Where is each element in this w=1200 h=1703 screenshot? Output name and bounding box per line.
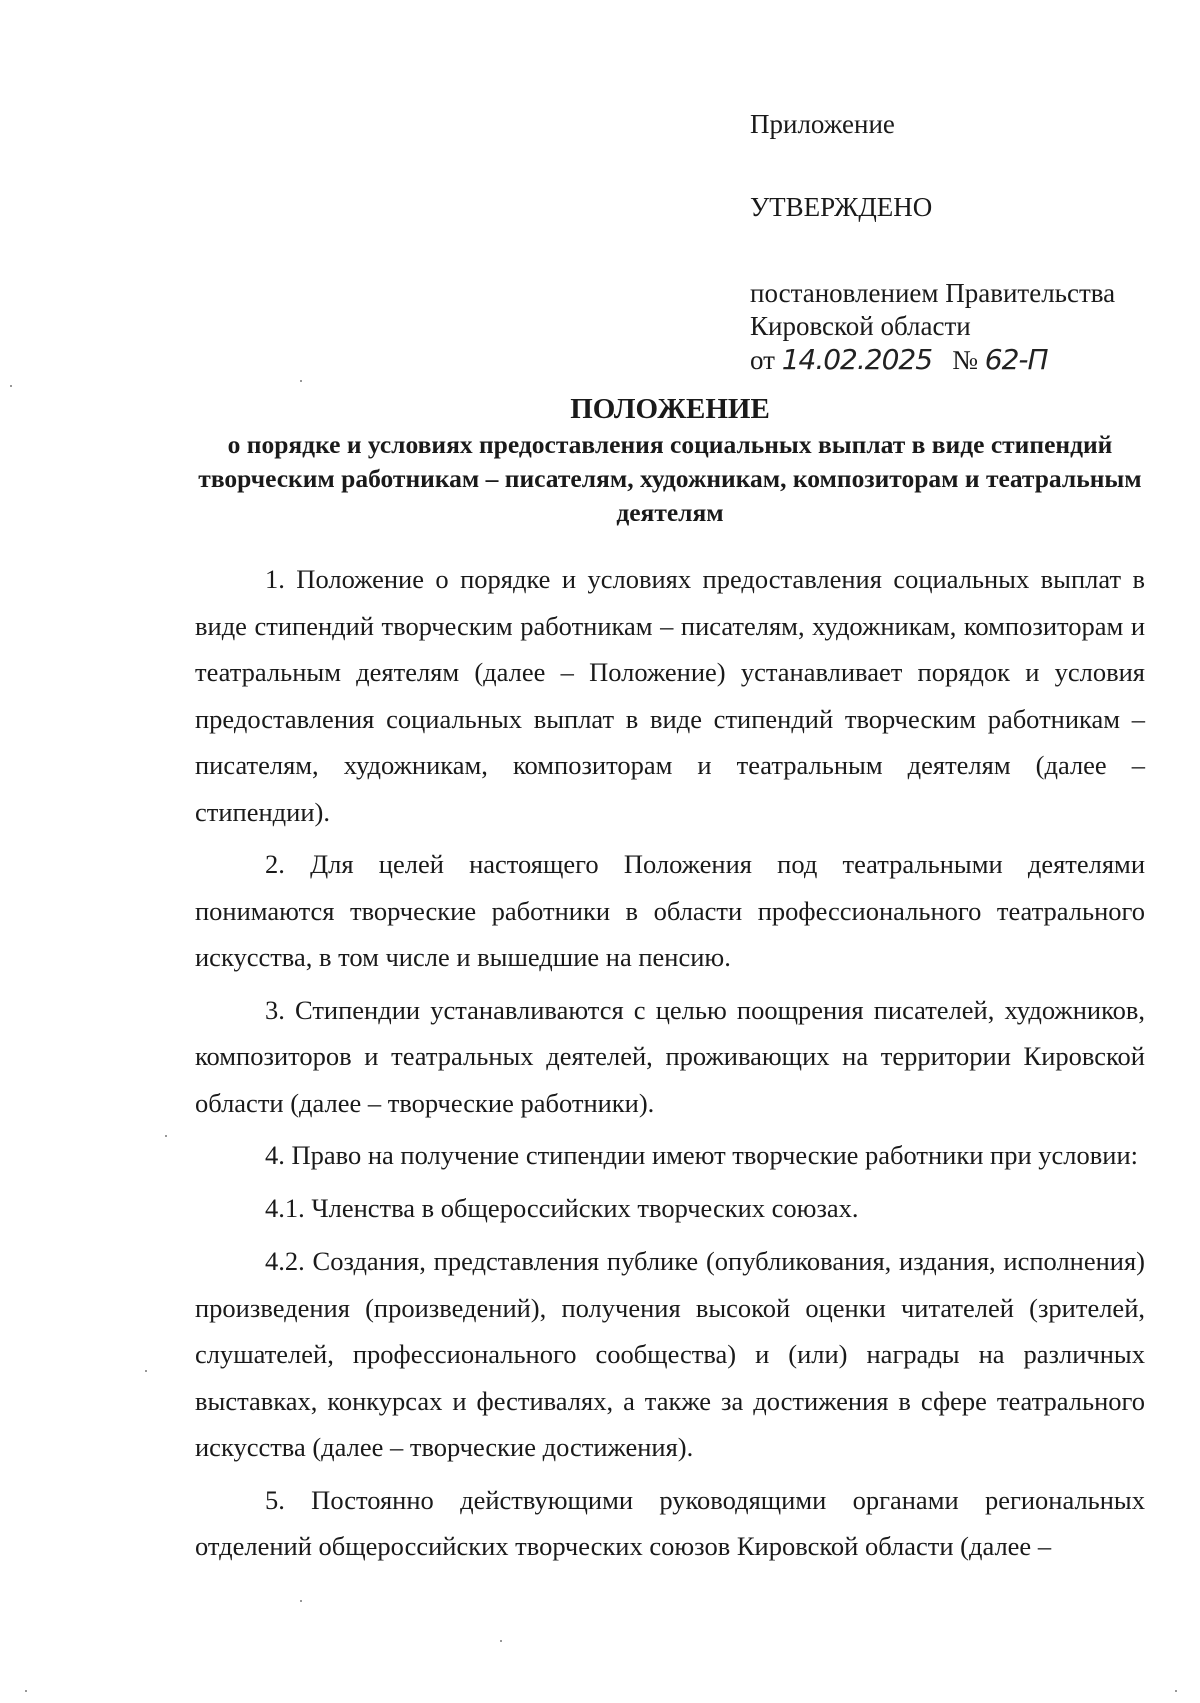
paragraph-4-1: 4.1. Членства в общероссийских творческих союзах. [265,1192,859,1223]
approval-block [750,108,1180,377]
paragraph-4-2: 4.2. Создания, представления публике (опубликования, издания, исполнения) произведения (произведений), получения высокой оценки читателей (зрителей, слушателей, профессионального сообщества) и (или) награды на различных выставках, конкурсах и фестивалях, а также за достижения в сфере театрального искусства (далее – творческие достижения). [195,1246,1145,1462]
paragraph-1: 1. Положение о порядке и условиях предоставления социальных выплат в виде стипендий творческим работникам – писателям, художникам, композиторам и театральным деятелям (далее – Положение) устанавливает порядок и условия предоставления социальных выплат в виде стипендий творческим работникам – писателям, художникам, композиторам и театральным деятелям (далее – стипендии). [195,564,1145,827]
decree-date-number [750,343,1180,377]
approved-by-line-1: постановлением Правительства [750,278,1116,308]
scan-speck [500,1640,502,1642]
scan-speck [165,1135,167,1137]
paragraph-4: 4. Право на получение стипендии имеют творческие работники при условии: [265,1140,1138,1170]
document-subtitle: о порядке и условиях предоставления социальных выплат в виде стипендий творческим работникам – писателям, художникам, композиторам и театральным деятелям [198,430,1142,527]
handwritten-number: 62-П [984,343,1048,376]
scan-speck [25,1690,27,1692]
appendix-label: Приложение [750,109,895,139]
scan-speck [10,385,12,387]
document-title: ПОЛОЖЕНИЕ [570,393,770,425]
handwritten-date: 14.02.2025 [781,343,933,376]
scan-speck [145,1370,147,1372]
paragraph-5: 5. Постоянно действующими руководящими органами региональных отделений общероссийских творческих союзов Кировской области (далее – [195,1484,1145,1561]
number-prefix: № [952,345,979,375]
approved-by-line-2: Кировской области [750,311,971,341]
date-prefix: от [750,345,775,375]
paragraph-3: 3. Стипендии устанавливаются с целью поощрения писателей, художников, композиторов и театральных деятелей, проживающих на территории Кировской области (далее – творческие работники). [195,994,1145,1118]
document-body [195,556,1145,1576]
scan-speck [300,380,302,382]
paragraph-2: 2. Для целей настоящего Положения под театральными деятелями понимаются творческие работники в области профессионального театрального искусства, в том числе и вышедшие на пенсию. [195,849,1145,972]
scan-speck [300,1600,302,1602]
approved-label: УТВЕРЖДЕНО [750,192,933,222]
scan-speck [1175,1690,1177,1692]
